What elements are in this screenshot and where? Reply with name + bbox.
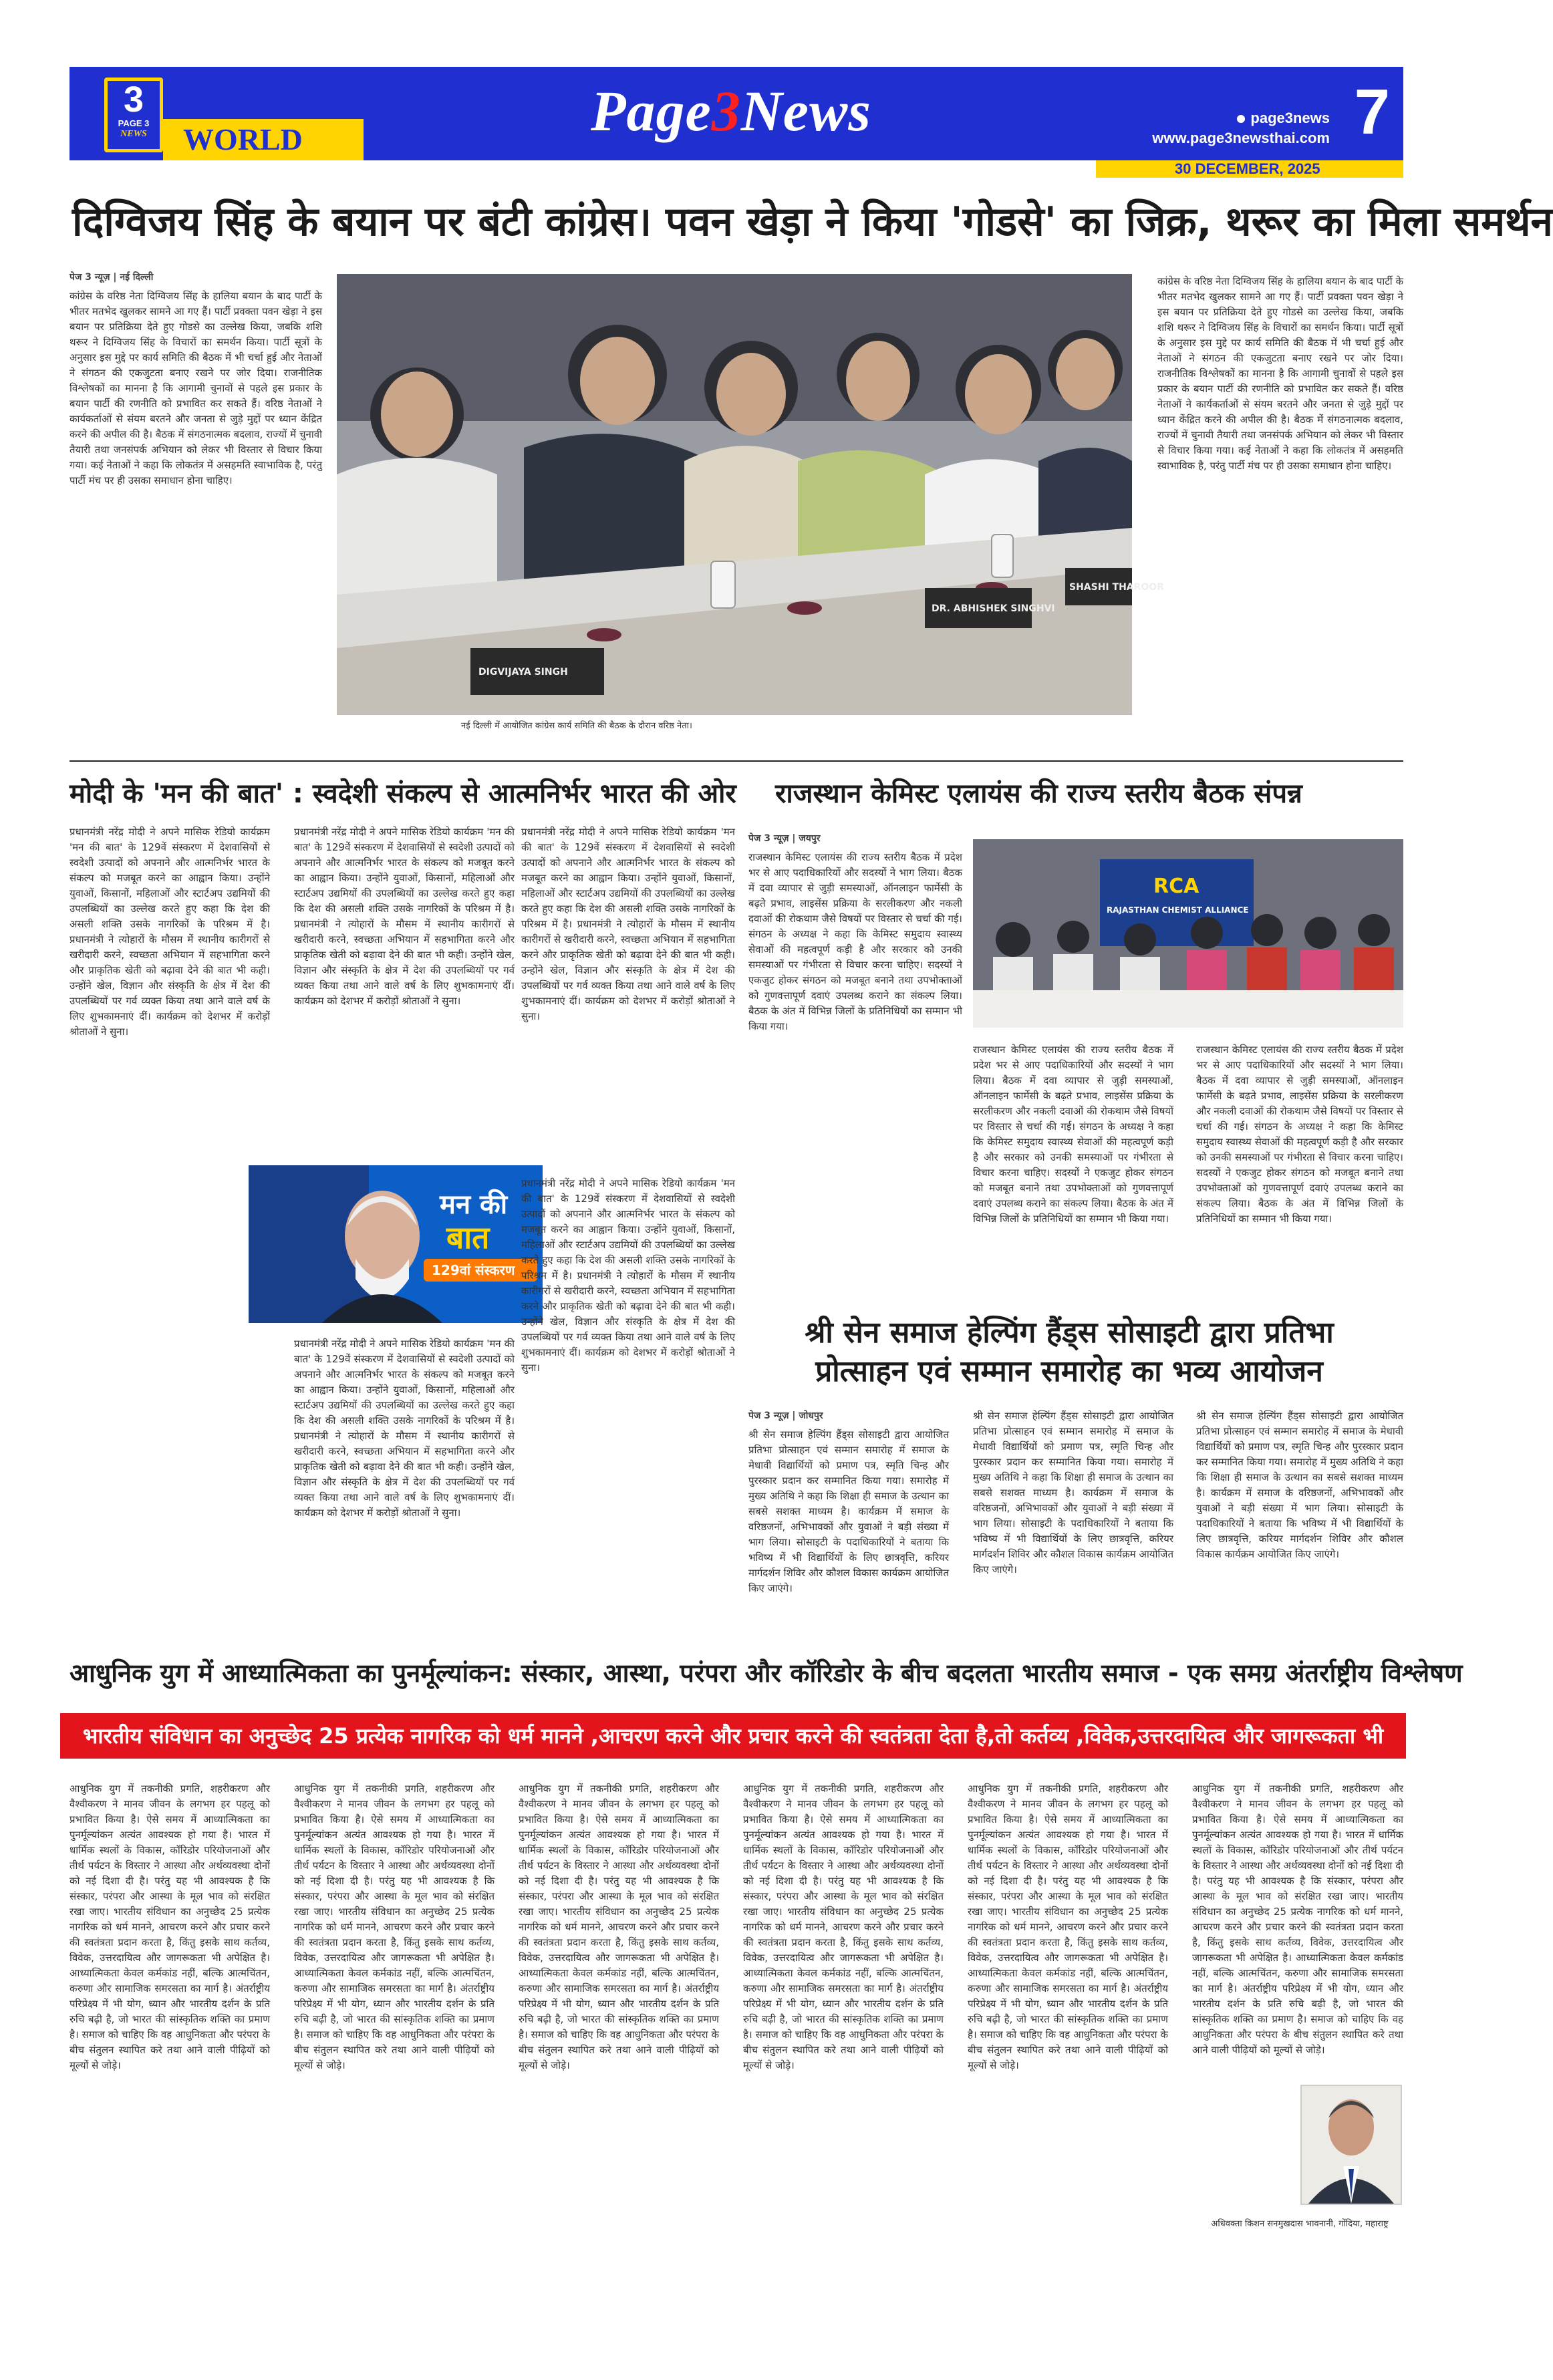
bottom-text-2: आधुनिक युग में तकनीकी प्रगति, शहरीकरण और वैश्वीकरण ने मानव जीवन के लगभग हर पहलू को प्रभावित किया है। ऐसे समय में आध्यात्मिकता का पुनर्मूल्यांकन अत्यंत आवश्यक हो गया है। भारत में धार्मिक स्थलों के विकास, कॉरिडोर परियोजनाओं और तीर्थ पर्यटन के विस्तार ने आस्था और अर्थव्यवस्था दोनों को नई दिशा दी है। परंतु यह भी आवश्यक है कि संस्कार, परंपरा और आस्था के मूल भाव को संरक्षित रखा जाए। भारतीय संविधान का अनुच्छेद 25 प्रत्येक नागरिक को धर्म मानने, आचरण करने और प्रचार करने की स्वतंत्रता प्रदान करता है, किंतु इसके साथ कर्तव्य, विवेक, उत्तरदायित्व और जागरूकता भी अपेक्षित है। आध्यात्मिकता केवल कर्मकांड नहीं, बल्कि आत्मचिंतन, करुणा और सामाजिक समरसता का मार्ग है। अंतर्राष्ट्रीय परिप्रेक्ष्य में भी योग, ध्यान और भारतीय दर्शन के प्रति रुचि बढ़ी है, जो भारत की सांस्कृतिक शक्ति का प्रमाण है। समाज को चाहिए कि वह आधुनिकता और परंपरा के बीच संतुलन स्थापित करे तथा आने वाली पीढ़ियों को मूल्यों से जोड़े।	[294, 1783, 495, 2071]
main-story-column-right	[1157, 274, 1403, 755]
bottom-text-1: आधुनिक युग में तकनीकी प्रगति, शहरीकरण और वैश्वीकरण ने मानव जीवन के लगभग हर पहलू को प्रभावित किया है। ऐसे समय में आध्यात्मिकता का पुनर्मूल्यांकन अत्यंत आवश्यक हो गया है। भारत में धार्मिक स्थलों के विकास, कॉरिडोर परियोजनाओं और तीर्थ पर्यटन के विस्तार ने आस्था और अर्थव्यवस्था दोनों को नई दिशा दी है। परंतु यह भी आवश्यक है कि संस्कार, परंपरा और आस्था के मूल भाव को संरक्षित रखा जाए। भारतीय संविधान का अनुच्छेद 25 प्रत्येक नागरिक को धर्म मानने, आचरण करने और प्रचार करने की स्वतंत्रता प्रदान करता है, किंतु इसके साथ कर्तव्य, विवेक, उत्तरदायित्व और जागरूकता भी अपेक्षित है। आध्यात्मिकता केवल कर्मकांड नहीं, बल्कि आत्मचिंतन, करुणा और सामाजिक समरसता का मार्ग है। अंतर्राष्ट्रीय परिप्रेक्ष्य में भी योग, ध्यान और भारतीय दर्शन के प्रति रुचि बढ़ी है, जो भारत की सांस्कृतिक शक्ति का प्रमाण है। समाज को चाहिए कि वह आधुनिकता और परंपरा के बीच संतुलन स्थापित करे तथा आने वाली पीढ़ियों को मूल्यों से जोड़े।	[69, 1783, 270, 2071]
main-story-column-left	[69, 270, 322, 711]
main-photo-caption: नई दिल्ली में आयोजित कांग्रेस कार्य समिति की बैठक के दौरान वरिष्ठ नेता।	[461, 721, 692, 731]
section-label: WORLD	[183, 122, 303, 156]
mkb-text-4: प्रधानमंत्री नरेंद्र मोदी ने अपने मासिक रेडियो कार्यक्रम 'मन की बात' के 129वें संस्करण में देशवासियों से स्वदेशी उत्पादों को अपनाने और आत्मनिर्भर भारत के संकल्प को मजबूत करने का आह्वान किया। उन्होंने युवाओं, किसानों, महिलाओं और स्टार्टअप उद्यमियों की उपलब्धियों का उल्लेख करते हुए कहा कि देश की असली शक्ति उसके नागरिकों के परिश्रम में है। प्रधानमंत्री ने त्योहारों के मौसम में स्थानीय कारीगरों से खरीदारी करने, स्वच्छता अभियान में सहभागिता करने और प्राकृतिक खेती को बढ़ावा देने की बात भी कही। उन्होंने खेल, विज्ञान और संस्कृति के क्षेत्र में देश की उपलब्धियों पर गर्व व्यक्त किया तथा आने वाले वर्ष के लिए शुभकामनाएं दीं। कार्यक्रम को देशभर में करोड़ों श्रोताओं ने सुना।	[294, 1338, 515, 1519]
author-illustration	[1302, 2086, 1401, 2204]
section-tab	[163, 119, 364, 160]
mann-ki-baat-headline: मोदी के 'मन की बात' : स्वदेशी संकल्प से आत्मनिर्भर भारत की ओर	[69, 778, 736, 809]
nameplate-3: SHASHI THAROOR	[1069, 582, 1164, 593]
main-story-text: कांग्रेस के वरिष्ठ नेता दिग्विजय सिंह के हालिया बयान के बाद पार्टी के भीतर मतभेद खुलकर सामने आ गए हैं। पार्टी प्रवक्ता पवन खेड़ा ने इस बयान पर प्रतिक्रिया देते हुए गोडसे का उल्लेख किया, जबकि शशि थरूर ने दिग्विजय सिंह के विचारों का समर्थन किया। पार्टी सूत्रों के अनुसार इस मुद्दे पर कार्य समिति की बैठक में भी चर्चा हुई और नेताओं ने संगठन की एकजुटता बनाए रखने पर जोर दिया। राजनीतिक विश्लेषकों का मानना है कि आगामी चुनावों से पहले इस प्रकार के बयान पार्टी की रणनीति को प्रभावित कर सकते हैं। वरिष्ठ नेताओं ने कार्यकर्ताओं से संयम बरतने और जनता से जुड़े मुद्दों पर ध्यान केंद्रित करने की अपील की है। बैठक में संगठनात्मक बदलाव, राज्यों में चुनावी तैयारी तथा जनसंपर्क अभियान को लेकर भी विस्तार से विचार किया गया। कई नेताओं ने कहा कि लोकतंत्र में असहमति स्वाभाविक है, परंतु पार्टी मंच पर ही उसका समाधान होना चाहिए।	[69, 290, 322, 486]
rca-banner-title: RAJASTHAN CHEMIST ALLIANCE	[1107, 905, 1249, 915]
mkb-column-3-top	[521, 825, 735, 1159]
red-banner	[60, 1713, 1406, 1759]
date-strip	[1096, 160, 1403, 178]
bottom-column-5	[968, 1781, 1168, 2327]
bottom-column-3	[519, 1781, 719, 2327]
mkb-text-2: प्रधानमंत्री नरेंद्र मोदी ने अपने मासिक रेडियो कार्यक्रम 'मन की बात' के 129वें संस्करण में देशवासियों से स्वदेशी उत्पादों को अपनाने और आत्मनिर्भर भारत के संकल्प को मजबूत करने का आह्वान किया। उन्होंने युवाओं, किसानों, महिलाओं और स्टार्टअप उद्यमियों की उपलब्धियों का उल्लेख करते हुए कहा कि देश की असली शक्ति उसके नागरिकों के परिश्रम में है। प्रधानमंत्री ने त्योहारों के मौसम में स्थानीय कारीगरों से खरीदारी करने, स्वच्छता अभियान में सहभागिता करने और प्राकृतिक खेती को बढ़ावा देने की बात भी कही। उन्होंने खेल, विज्ञान और संस्कृति के क्षेत्र में देश की उपलब्धियों पर गर्व व्यक्त किया तथा आने वाले वर्ष के लिए शुभकामनाएं दीं। कार्यक्रम को देशभर में करोड़ों श्रोताओं ने सुना।	[294, 826, 515, 1007]
chemist-alliance-headline: राजस्थान केमिस्ट एलायंस की राज्य स्तरीय बैठक संपन्न	[775, 778, 1302, 809]
page3-logo	[104, 78, 163, 152]
web-info	[1152, 108, 1330, 148]
issue-date: 30 DECEMBER, 2025	[1175, 160, 1320, 177]
society-text-2: श्री सेन समाज हेल्पिंग हैंड्स सोसाइटी द्वारा आयोजित प्रतिभा प्रोत्साहन एवं सम्मान समारोह में समाज के मेधावी विद्यार्थियों को प्रमाण पत्र, स्मृति चिन्ह और पुरस्कार प्रदान कर सम्मानित किया गया। समारोह में मुख्य अतिथि ने कहा कि शिक्षा ही समाज के उत्थान का सबसे सशक्त माध्यम है। कार्यक्रम में समाज के वरिष्ठजनों, अभिभावकों और युवाओं ने बड़ी संख्या में भाग लिया। सोसाइटी के पदाधिकारियों ने बताया कि भविष्य में भी विद्यार्थियों के लिए छात्रवृत्ति, करियर मार्गदर्शन शिविर और कौशल विकास कार्यक्रम आयोजित किए जाएंगे।	[973, 1410, 1173, 1576]
mkb-column-2-bottom	[294, 1336, 515, 1624]
mkb-title-1: मन की	[440, 1189, 508, 1220]
bottom-column-6	[1192, 1781, 1403, 2075]
bottom-text-6: आधुनिक युग में तकनीकी प्रगति, शहरीकरण और वैश्वीकरण ने मानव जीवन के लगभग हर पहलू को प्रभावित किया है। ऐसे समय में आध्यात्मिकता का पुनर्मूल्यांकन अत्यंत आवश्यक हो गया है। भारत में धार्मिक स्थलों के विकास, कॉरिडोर परियोजनाओं और तीर्थ पर्यटन के विस्तार ने आस्था और अर्थव्यवस्था दोनों को नई दिशा दी है। परंतु यह भी आवश्यक है कि संस्कार, परंपरा और आस्था के मूल भाव को संरक्षित रखा जाए। भारतीय संविधान का अनुच्छेद 25 प्रत्येक नागरिक को धर्म मानने, आचरण करने और प्रचार करने की स्वतंत्रता प्रदान करता है, किंतु इसके साथ कर्तव्य, विवेक, उत्तरदायित्व और जागरूकता भी अपेक्षित है। आध्यात्मिकता केवल कर्मकांड नहीं, बल्कि आत्मचिंतन, करुणा और सामाजिक समरसता का मार्ग है। अंतर्राष्ट्रीय परिप्रेक्ष्य में भी योग, ध्यान और भारतीय दर्शन के प्रति रुचि बढ़ी है, जो भारत की सांस्कृतिक शक्ति का प्रमाण है। समाज को चाहिए कि वह आधुनिकता और परंपरा के बीच संतुलन स्थापित करे तथा आने वाली पीढ़ियों को मूल्यों से जोड़े।	[1192, 1783, 1403, 2056]
bottom-column-2	[294, 1781, 495, 2327]
bottom-column-1	[69, 1781, 270, 2327]
bottom-column-4	[743, 1781, 944, 2327]
rca-banner-logo: RCA	[1153, 875, 1199, 898]
congress-meeting-photo	[337, 274, 1164, 715]
nameplate-2: DR. ABHISHEK SINGHVI	[932, 603, 1055, 614]
mkb-column-3-bottom	[521, 1176, 735, 1624]
bullet-icon	[1237, 115, 1245, 123]
rca-illustration	[973, 839, 1403, 1028]
nameplate-1: DIGVIJAYA SINGH	[478, 667, 568, 678]
meeting-illustration	[337, 274, 1164, 715]
website-url: www.page3newsthai.com	[1152, 130, 1330, 146]
chemist-column-2	[973, 1042, 1173, 1290]
logo-news: NEWS	[120, 129, 147, 139]
bottom-text-5: आधुनिक युग में तकनीकी प्रगति, शहरीकरण और वैश्वीकरण ने मानव जीवन के लगभग हर पहलू को प्रभावित किया है। ऐसे समय में आध्यात्मिकता का पुनर्मूल्यांकन अत्यंत आवश्यक हो गया है। भारत में धार्मिक स्थलों के विकास, कॉरिडोर परियोजनाओं और तीर्थ पर्यटन के विस्तार ने आस्था और अर्थव्यवस्था दोनों को नई दिशा दी है। परंतु यह भी आवश्यक है कि संस्कार, परंपरा और आस्था के मूल भाव को संरक्षित रखा जाए। भारतीय संविधान का अनुच्छेद 25 प्रत्येक नागरिक को धर्म मानने, आचरण करने और प्रचार करने की स्वतंत्रता प्रदान करता है, किंतु इसके साथ कर्तव्य, विवेक, उत्तरदायित्व और जागरूकता भी अपेक्षित है। आध्यात्मिकता केवल कर्मकांड नहीं, बल्कि आत्मचिंतन, करुणा और सामाजिक समरसता का मार्ग है। अंतर्राष्ट्रीय परिप्रेक्ष्य में भी योग, ध्यान और भारतीय दर्शन के प्रति रुचि बढ़ी है, जो भारत की सांस्कृतिक शक्ति का प्रमाण है। समाज को चाहिए कि वह आधुनिकता और परंपरा के बीच संतुलन स्थापित करे तथा आने वाली पीढ़ियों को मूल्यों से जोड़े।	[968, 1783, 1168, 2071]
bottom-text-3: आधुनिक युग में तकनीकी प्रगति, शहरीकरण और वैश्वीकरण ने मानव जीवन के लगभग हर पहलू को प्रभावित किया है। ऐसे समय में आध्यात्मिकता का पुनर्मूल्यांकन अत्यंत आवश्यक हो गया है। भारत में धार्मिक स्थलों के विकास, कॉरिडोर परियोजनाओं और तीर्थ पर्यटन के विस्तार ने आस्था और अर्थव्यवस्था दोनों को नई दिशा दी है। परंतु यह भी आवश्यक है कि संस्कार, परंपरा और आस्था के मूल भाव को संरक्षित रखा जाए। भारतीय संविधान का अनुच्छेद 25 प्रत्येक नागरिक को धर्म मानने, आचरण करने और प्रचार करने की स्वतंत्रता प्रदान करता है, किंतु इसके साथ कर्तव्य, विवेक, उत्तरदायित्व और जागरूकता भी अपेक्षित है। आध्यात्मिकता केवल कर्मकांड नहीं, बल्कि आत्मचिंतन, करुणा और सामाजिक समरसता का मार्ग है। अंतर्राष्ट्रीय परिप्रेक्ष्य में भी योग, ध्यान और भारतीय दर्शन के प्रति रुचि बढ़ी है, जो भारत की सांस्कृतिक शक्ति का प्रमाण है। समाज को चाहिए कि वह आधुनिकता और परंपरा के बीच संतुलन स्थापित करे तथा आने वाली पीढ़ियों को मूल्यों से जोड़े।	[519, 1783, 719, 2071]
page-number: 7	[1354, 76, 1390, 148]
chemist-byline: पेज 3 न्यूज़ | जयपुर	[748, 833, 821, 844]
society-text-3: श्री सेन समाज हेल्पिंग हैंड्स सोसाइटी द्वारा आयोजित प्रतिभा प्रोत्साहन एवं सम्मान समारोह में समाज के मेधावी विद्यार्थियों को प्रमाण पत्र, स्मृति चिन्ह और पुरस्कार प्रदान कर सम्मानित किया गया। समारोह में मुख्य अतिथि ने कहा कि शिक्षा ही समाज के उत्थान का सबसे सशक्त माध्यम है। कार्यक्रम में समाज के वरिष्ठजनों, अभिभावकों और युवाओं ने बड़ी संख्या में भाग लिया। सोसाइटी के पदाधिकारियों ने बताया कि भविष्य में भी विद्यार्थियों के लिए छात्रवृत्ति, करियर मार्गदर्शन शिविर और कौशल विकास कार्यक्रम आयोजित किए जाएंगे।	[1196, 1410, 1403, 1560]
brand-suffix: News	[740, 79, 871, 143]
brand-three: 3	[711, 79, 741, 143]
chemist-text-3: राजस्थान केमिस्ट एलायंस की राज्य स्तरीय बैठक में प्रदेश भर से आए पदाधिकारियों और सदस्यों ने भाग लिया। बैठक में दवा व्यापार से जुड़ी समस्याओं, ऑनलाइन फार्मेसी के बढ़ते प्रभाव, लाइसेंस प्रक्रिया के सरलीकरण और नकली दवाओं की रोकथाम जैसे विषयों पर विस्तार से चर्चा की गई। संगठन के अध्यक्ष ने कहा कि केमिस्ट समुदाय स्वास्थ्य सेवाओं की महत्वपूर्ण कड़ी है और सरकार को उनकी समस्याओं पर गंभीरता से विचार करना चाहिए। सदस्यों ने एकजुट होकर संगठन को मजबूत बनाने तथा उपभोक्ताओं को गुणवत्तापूर्ण दवाएं उपलब्ध कराने का संकल्प लिया। बैठक के अंत में विभिन्न जिलों के प्रतिनिधियों का सम्मान भी किया गया।	[1196, 1044, 1403, 1225]
mkb-text-5: प्रधानमंत्री नरेंद्र मोदी ने अपने मासिक रेडियो कार्यक्रम 'मन की बात' के 129वें संस्करण में देशवासियों से स्वदेशी उत्पादों को अपनाने और आत्मनिर्भर भारत के संकल्प को मजबूत करने का आह्वान किया। उन्होंने युवाओं, किसानों, महिलाओं और स्टार्टअप उद्यमियों की उपलब्धियों का उल्लेख करते हुए कहा कि देश की असली शक्ति उसके नागरिकों के परिश्रम में है। प्रधानमंत्री ने त्योहारों के मौसम में स्थानीय कारीगरों से खरीदारी करने, स्वच्छता अभियान में सहभागिता करने और प्राकृतिक खेती को बढ़ावा देने की बात भी कही। उन्होंने खेल, विज्ञान और संस्कृति के क्षेत्र में देश की उपलब्धियों पर गर्व व्यक्त किया तथा आने वाले वर्ष के लिए शुभकामनाएं दीं। कार्यक्रम को देशभर में करोड़ों श्रोताओं ने सुना।	[521, 1177, 735, 1374]
mann-ki-baat-photo	[249, 1165, 543, 1323]
society-column-1	[748, 1408, 949, 1629]
red-banner-text: भारतीय संविधान का अनुच्छेद 25 प्रत्येक नागरिक को धर्म मानने ,आचरण करने और प्रचार करने की स्वतंत्रता देता है,तो कर्तव्य ,विवेक,उत्तरदायित्व और जागरूकता भी	[82, 1723, 1384, 1749]
logo-sub: PAGE 3	[118, 118, 150, 128]
chemist-column-1	[748, 831, 962, 1286]
logo-number: 3	[123, 80, 144, 120]
main-headline: दिग्विजय सिंह के बयान पर बंटी कांग्रेस। पवन खेड़ा ने किया 'गोडसे' का जिक्र, थरूर का मिला समर्थन	[72, 198, 1553, 245]
mkb-edition: 129वां संस्करण	[432, 1262, 515, 1278]
society-text-1: श्री सेन समाज हेल्पिंग हैंड्स सोसाइटी द्वारा आयोजित प्रतिभा प्रोत्साहन एवं सम्मान समारोह में समाज के मेधावी विद्यार्थियों को प्रमाण पत्र, स्मृति चिन्ह और पुरस्कार प्रदान कर सम्मानित किया गया। समारोह में मुख्य अतिथि ने कहा कि शिक्षा ही समाज के उत्थान का सबसे सशक्त माध्यम है। कार्यक्रम में समाज के वरिष्ठजनों, अभिभावकों और युवाओं ने बड़ी संख्या में भाग लिया। सोसाइटी के पदाधिकारियों ने बताया कि भविष्य में भी विद्यार्थियों के लिए छात्रवृत्ति, करियर मार्गदर्शन शिविर और कौशल विकास कार्यक्रम आयोजित किए जाएंगे।	[748, 1429, 949, 1594]
bottom-text-4: आधुनिक युग में तकनीकी प्रगति, शहरीकरण और वैश्वीकरण ने मानव जीवन के लगभग हर पहलू को प्रभावित किया है। ऐसे समय में आध्यात्मिकता का पुनर्मूल्यांकन अत्यंत आवश्यक हो गया है। भारत में धार्मिक स्थलों के विकास, कॉरिडोर परियोजनाओं और तीर्थ पर्यटन के विस्तार ने आस्था और अर्थव्यवस्था दोनों को नई दिशा दी है। परंतु यह भी आवश्यक है कि संस्कार, परंपरा और आस्था के मूल भाव को संरक्षित रखा जाए। भारतीय संविधान का अनुच्छेद 25 प्रत्येक नागरिक को धर्म मानने, आचरण करने और प्रचार करने की स्वतंत्रता प्रदान करता है, किंतु इसके साथ कर्तव्य, विवेक, उत्तरदायित्व और जागरूकता भी अपेक्षित है। आध्यात्मिकता केवल कर्मकांड नहीं, बल्कि आत्मचिंतन, करुणा और सामाजिक समरसता का मार्ग है। अंतर्राष्ट्रीय परिप्रेक्ष्य में भी योग, ध्यान और भारतीय दर्शन के प्रति रुचि बढ़ी है, जो भारत की सांस्कृतिक शक्ति का प्रमाण है। समाज को चाहिए कि वह आधुनिकता और परंपरा के बीच संतुलन स्थापित करे तथा आने वाली पीढ़ियों को मूल्यों से जोड़े।	[743, 1783, 944, 2071]
mkb-column-2-top	[294, 825, 515, 1159]
author-photo	[1300, 2085, 1402, 2205]
chemist-text-2: राजस्थान केमिस्ट एलायंस की राज्य स्तरीय बैठक में प्रदेश भर से आए पदाधिकारियों और सदस्यों ने भाग लिया। बैठक में दवा व्यापार से जुड़ी समस्याओं, ऑनलाइन फार्मेसी के बढ़ते प्रभाव, लाइसेंस प्रक्रिया के सरलीकरण और नकली दवाओं की रोकथाम जैसे विषयों पर विस्तार से चर्चा की गई। संगठन के अध्यक्ष ने कहा कि केमिस्ट समुदाय स्वास्थ्य सेवाओं की महत्वपूर्ण कड़ी है और सरकार को उनकी समस्याओं पर गंभीरता से विचार करना चाहिए। सदस्यों ने एकजुट होकर संगठन को मजबूत बनाने तथा उपभोक्ताओं को गुणवत्तापूर्ण दवाएं उपलब्ध कराने का संकल्प लिया। बैठक के अंत में विभिन्न जिलों के प्रतिनिधियों का सम्मान भी किया गया।	[973, 1044, 1173, 1225]
section-divider	[69, 760, 1403, 762]
chemist-meeting-photo	[973, 839, 1403, 1028]
chemist-column-3	[1196, 1042, 1403, 1290]
society-column-3	[1196, 1408, 1403, 1629]
mkb-text-3: प्रधानमंत्री नरेंद्र मोदी ने अपने मासिक रेडियो कार्यक्रम 'मन की बात' के 129वें संस्करण में देशवासियों से स्वदेशी उत्पादों को अपनाने और आत्मनिर्भर भारत के संकल्प को मजबूत करने का आह्वान किया। उन्होंने युवाओं, किसानों, महिलाओं और स्टार्टअप उद्यमियों की उपलब्धियों का उल्लेख करते हुए कहा कि देश की असली शक्ति उसके नागरिकों के परिश्रम में है। प्रधानमंत्री ने त्योहारों के मौसम में स्थानीय कारीगरों से खरीदारी करने, स्वच्छता अभियान में सहभागिता करने और प्राकृतिक खेती को बढ़ावा देने की बात भी कही। उन्होंने खेल, विज्ञान और संस्कृति के क्षेत्र में देश की उपलब्धियों पर गर्व व्यक्त किया तथा आने वाले वर्ष के लिए शुभकामनाएं दीं। कार्यक्रम को देशभर में करोड़ों श्रोताओं ने सुना।	[521, 826, 735, 1022]
mkb-title-2: बात	[446, 1219, 490, 1255]
chemist-text-1: राजस्थान केमिस्ट एलायंस की राज्य स्तरीय बैठक में प्रदेश भर से आए पदाधिकारियों और सदस्यों ने भाग लिया। बैठक में दवा व्यापार से जुड़ी समस्याओं, ऑनलाइन फार्मेसी के बढ़ते प्रभाव, लाइसेंस प्रक्रिया के सरलीकरण और नकली दवाओं की रोकथाम जैसे विषयों पर विस्तार से चर्चा की गई। संगठन के अध्यक्ष ने कहा कि केमिस्ट समुदाय स्वास्थ्य सेवाओं की महत्वपूर्ण कड़ी है और सरकार को उनकी समस्याओं पर गंभीरता से विचार करना चाहिए। सदस्यों ने एकजुट होकर संगठन को मजबूत बनाने तथा उपभोक्ताओं को गुणवत्तापूर्ण दवाएं उपलब्ध कराने का संकल्प लिया। बैठक के अंत में विभिन्न जिलों के प्रतिनिधियों का सम्मान भी किया गया।	[748, 851, 962, 1032]
social-handle: page3news	[1250, 110, 1330, 126]
spirituality-headline: आधुनिक युग में आध्यात्मिकता का पुनर्मूल्यांकन: संस्कार, आस्था, परंपरा और कॉरिडोर के बीच बदलता भारतीय समाज - एक समग्र अंतर्राष्ट्रीय विश्लेषण	[69, 1658, 1463, 1688]
mkb-column-1	[69, 825, 270, 1620]
mkb-text-1: प्रधानमंत्री नरेंद्र मोदी ने अपने मासिक रेडियो कार्यक्रम 'मन की बात' के 129वें संस्करण में देशवासियों से स्वदेशी उत्पादों को अपनाने और आत्मनिर्भर भारत के संकल्प को मजबूत करने का आह्वान किया। उन्होंने युवाओं, किसानों, महिलाओं और स्टार्टअप उद्यमियों की उपलब्धियों का उल्लेख करते हुए कहा कि देश की असली शक्ति उसके नागरिकों के परिश्रम में है। प्रधानमंत्री ने त्योहारों के मौसम में स्थानीय कारीगरों से खरीदारी करने, स्वच्छता अभियान में सहभागिता करने और प्राकृतिक खेती को बढ़ावा देने की बात भी कही। उन्होंने खेल, विज्ञान और संस्कृति के क्षेत्र में देश की उपलब्धियों पर गर्व व्यक्त किया तथा आने वाले वर्ष के लिए शुभकामनाएं दीं। कार्यक्रम को देशभर में करोड़ों श्रोताओं ने सुना।	[69, 826, 270, 1038]
society-column-2	[973, 1408, 1173, 1629]
brand-nameplate	[591, 79, 871, 143]
sen-samaj-headline: श्री सेन समाज हेल्पिंग हैंड्स सोसाइटी द्वारा प्रतिभा प्रोत्साहन एवं सम्मान समारोह का भव्य आयोजन	[805, 1316, 1334, 1388]
masthead	[69, 67, 1403, 160]
main-story-continued: कांग्रेस के वरिष्ठ नेता दिग्विजय सिंह के हालिया बयान के बाद पार्टी के भीतर मतभेद खुलकर सामने आ गए हैं। पार्टी प्रवक्ता पवन खेड़ा ने इस बयान पर प्रतिक्रिया देते हुए गोडसे का उल्लेख किया, जबकि शशि थरूर ने दिग्विजय सिंह के विचारों का समर्थन किया। पार्टी सूत्रों के अनुसार इस मुद्दे पर कार्य समिति की बैठक में भी चर्चा हुई और नेताओं ने संगठन की एकजुटता बनाए रखने पर जोर दिया। राजनीतिक विश्लेषकों का मानना है कि आगामी चुनावों से पहले इस प्रकार के बयान पार्टी की रणनीति को प्रभावित कर सकते हैं। वरिष्ठ नेताओं ने कार्यकर्ताओं से संयम बरतने और जनता से जुड़े मुद्दों पर ध्यान केंद्रित करने की अपील की है। बैठक में संगठनात्मक बदलाव, राज्यों में चुनावी तैयारी तथा जनसंपर्क अभियान को लेकर भी विस्तार से विचार किया गया। कई नेताओं ने कहा कि लोकतंत्र में असहमति स्वाभाविक है, परंतु पार्टी मंच पर ही उसका समाधान होना चाहिए।	[1157, 275, 1403, 472]
author-caption: अधिवक्ता किशन सनमुखदास भावनानी, गोंदिया, महाराष्ट्र	[1211, 2219, 1389, 2229]
society-byline: पेज 3 न्यूज़ | जोधपुर	[748, 1410, 823, 1421]
main-byline: पेज 3 न्यूज़ | नई दिल्ली	[69, 272, 154, 283]
mkb-illustration	[249, 1165, 543, 1323]
brand-prefix: Page	[591, 79, 712, 143]
